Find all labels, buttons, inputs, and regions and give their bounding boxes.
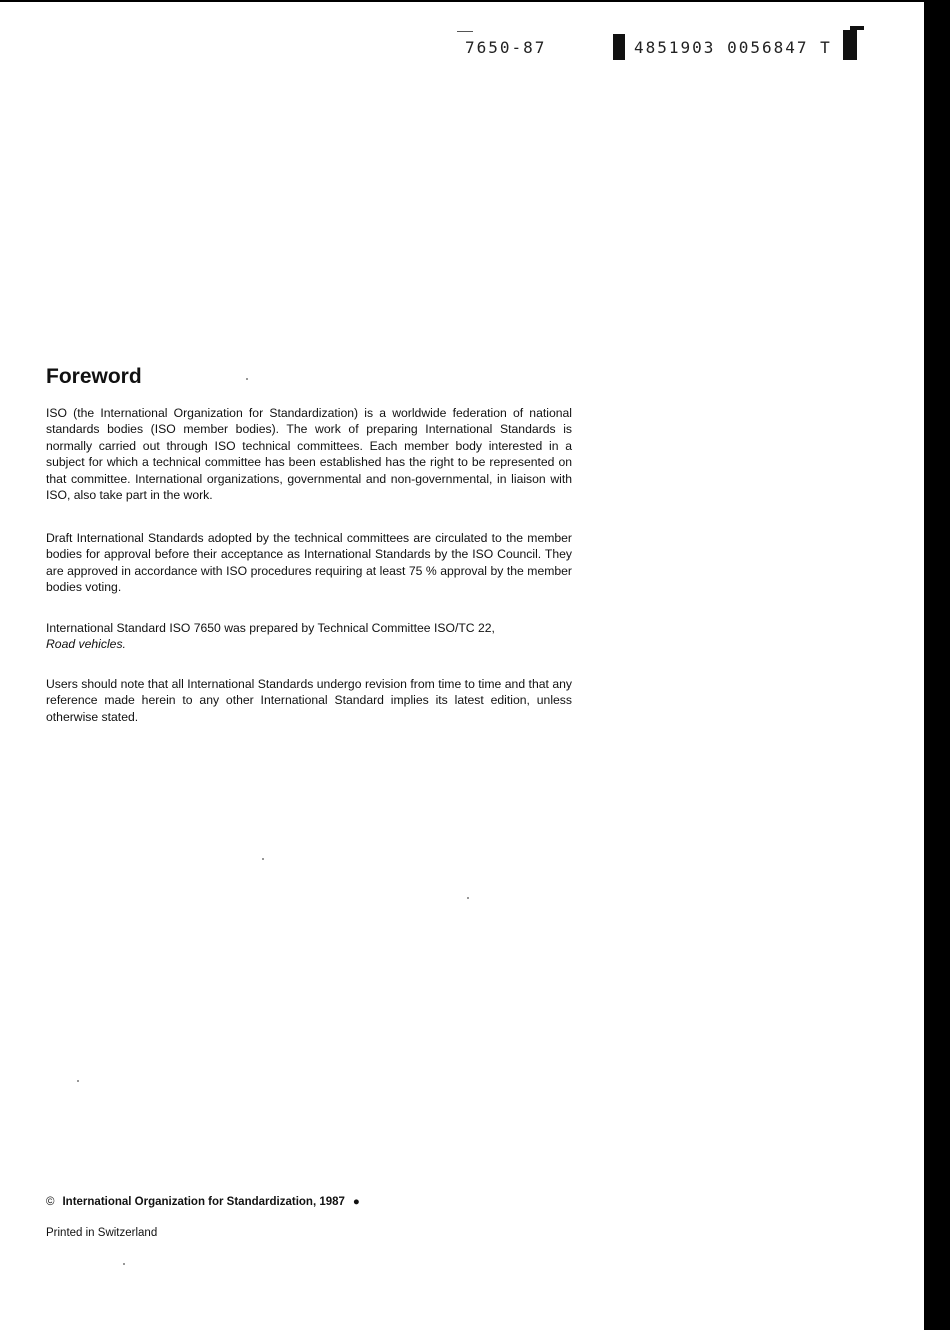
- printed-location: Printed in Switzerland: [46, 1227, 158, 1239]
- scan-speck: [123, 1263, 125, 1265]
- committee-name: Road vehicles.: [46, 637, 126, 652]
- copyright-symbol: ©: [46, 1196, 55, 1208]
- scan-speck: [262, 858, 264, 860]
- catalog-code: 4851903 0056847 T: [634, 38, 832, 57]
- document-number: 7650-87: [465, 38, 547, 57]
- scan-speck: [246, 378, 248, 380]
- foreword-paragraph-4: Users should note that all International Standards undergo revision from time to time and that any reference made herein to any other International Standard implies its latest edition, unless otherwise stated.: [46, 677, 572, 724]
- foreword-paragraph-2: Draft International Standards adopted by the technical committees are circulated to the member bodies for approval before their acceptance as International Standards by the ISO Council. They are approved in accordance with ISO procedures requiring at least 75 % approval by the member bodies voting.: [46, 531, 572, 595]
- scan-top-edge: [0, 0, 950, 6]
- standard-prefix: International Standard ISO 7650 was prepared by Technical Committee ISO/TC 22,: [46, 621, 495, 635]
- copyright-text: International Organization for Standardization, 1987: [62, 1196, 345, 1208]
- barcode-mark-left: [613, 34, 625, 60]
- foreword-paragraph-1: ISO (the International Organization for Standardization) is a worldwide federation of national standards bodies (ISO member bodies). The work of preparing International Standards is normally carried out through ISO technical committees. Each member body interested in a subject for which a technical committee has been established has the right to be represented on that committee. International organizations, governmental and non-governmental, in liaison with ISO, also take part in the work.: [46, 406, 572, 503]
- scan-speck: [467, 897, 469, 899]
- bullet-icon: ●: [352, 1196, 360, 1208]
- foreword-paragraph-3: [46, 620, 572, 653]
- scan-speck: [77, 1080, 79, 1082]
- barcode-mark-right: [843, 30, 857, 60]
- foreword-title: Foreword: [46, 365, 142, 388]
- copyright-line: [46, 1196, 360, 1208]
- scan-right-edge: [924, 0, 950, 1330]
- barcode-mark-right-tick: [850, 26, 864, 30]
